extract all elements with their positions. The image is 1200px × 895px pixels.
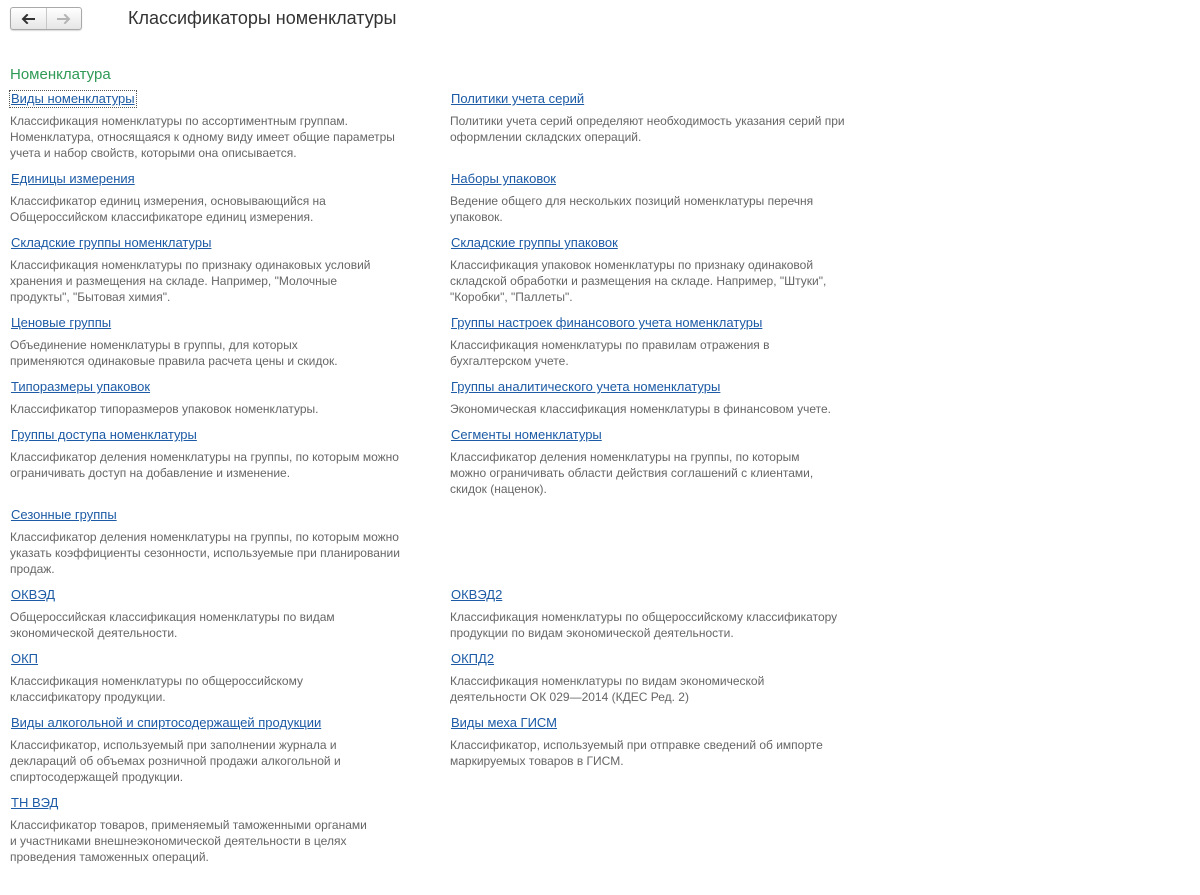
item-gruppy-analit-ucheta: [450, 378, 890, 417]
item-skladskie-gruppy-nomenklatury: [10, 234, 440, 305]
description: Классификатор деления номенклатуры на группы, по которым можно ограничивать области действия соглашений с клиентами, скидок (наценок).: [450, 450, 814, 496]
item-okpd2: [450, 650, 890, 705]
item-nabory-upakovok: [450, 170, 890, 225]
item-alko: [10, 714, 440, 785]
back-button[interactable]: [11, 8, 46, 29]
link-gruppy-nastroek-fin-ucheta[interactable]: Группы настроек финансового учета номенклатуры: [451, 315, 763, 330]
link-okp[interactable]: ОКП: [11, 651, 39, 666]
description: Экономическая классификация номенклатуры в финансовом учете.: [450, 402, 832, 416]
item-okved: [10, 586, 440, 641]
link-okved[interactable]: ОКВЭД: [11, 587, 56, 602]
description: Политики учета серий определяют необходимость указания серий при оформлении складских операций.: [450, 114, 845, 144]
link-gruppy-analit-ucheta[interactable]: Группы аналитического учета номенклатуры: [451, 379, 721, 394]
description: Классификатор типоразмеров упаковок номенклатуры.: [10, 402, 319, 416]
description: Классификация номенклатуры по общероссийскому классификатору продукции.: [10, 674, 303, 704]
item-meha-gism: [450, 714, 890, 769]
description: Классификатор товаров, применяемый таможенными органами и участниками внешнеэкономической деятельности в целях проведения таможенных операций.: [10, 818, 367, 864]
link-tn-ved[interactable]: ТН ВЭД: [11, 795, 59, 810]
link-cenovye-gruppy[interactable]: Ценовые группы: [11, 315, 112, 330]
link-nabory-upakovok[interactable]: Наборы упаковок: [451, 171, 556, 186]
description: Классификация номенклатуры по признаку одинаковых условий хранения и размещения на складе. Например, "Молочные продукты", "Бытовая химия".: [10, 258, 371, 304]
description: Классификатор, используемый при заполнении журнала и деклараций об объемах розничной продажи алкогольной и спиртосодержащей продукции.: [10, 738, 341, 784]
item-tn-ved: [10, 794, 440, 865]
description: Классификация номенклатуры по правилам отражения в бухгалтерском учете.: [450, 338, 770, 368]
description: Классификация номенклатуры по общероссийскому классификатору продукции по видам экономической деятельности.: [450, 610, 838, 640]
item-vidy-nomenklatury: [10, 90, 440, 161]
link-alko[interactable]: Виды алкогольной и спиртосодержащей продукции: [11, 715, 322, 730]
description: Классификатор единиц измерения, основывающийся на Общероссийском классификаторе единиц измерения.: [10, 194, 326, 224]
description: Объединение номенклатуры в группы, для которых применяются одинаковые правила расчета цены и скидок.: [10, 338, 338, 368]
item-sezonnye-gruppy: [10, 506, 440, 577]
item-okved2: [450, 586, 890, 641]
link-okved2[interactable]: ОКВЭД2: [451, 587, 503, 602]
description: Ведение общего для нескольких позиций номенклатуры перечня упаковок.: [450, 194, 814, 224]
description: Общероссийская классификация номенклатуры по видам экономической деятельности.: [10, 610, 335, 640]
item-cenovye-gruppy: [10, 314, 440, 369]
link-okpd2[interactable]: ОКПД2: [451, 651, 495, 666]
item-okp: [10, 650, 440, 705]
section-title: Номенклатура: [10, 66, 111, 83]
forward-button[interactable]: [46, 8, 82, 29]
link-gruppy-dostupa[interactable]: Группы доступа номенклатуры: [11, 427, 197, 442]
item-segmenty: [450, 426, 890, 497]
link-tiporazmery-upakovok[interactable]: Типоразмеры упаковок: [11, 379, 151, 394]
item-edinicy-izmereniya: [10, 170, 440, 225]
item-gruppy-nastroek-fin-ucheta: [450, 314, 890, 369]
item-politiki-ucheta-seriy: [450, 90, 890, 145]
link-meha-gism[interactable]: Виды меха ГИСМ: [451, 715, 558, 730]
arrow-right-icon: [57, 14, 71, 24]
description: Классификатор, используемый при отправке сведений об импорте маркируемых товаров в ГИСМ.: [450, 738, 823, 768]
description: Классификация номенклатуры по видам экономической деятельности ОК 029—2014 (КДЕС Ред. 2): [450, 674, 765, 704]
link-sezonnye-gruppy[interactable]: Сезонные группы: [11, 507, 117, 522]
navigation-buttons: [10, 7, 82, 30]
description: Классификация упаковок номенклатуры по признаку одинаковой складской обработки и размещения на складе. Например, "Штуки", "Коробки", "Паллеты".: [450, 258, 827, 304]
item-gruppy-dostupa: [10, 426, 440, 481]
link-edinicy-izmereniya[interactable]: Единицы измерения: [11, 171, 135, 186]
page-title: Классификаторы номенклатуры: [128, 8, 397, 28]
description: Классификатор деления номенклатуры на группы, по которым можно указать коэффициенты сезонности, используемые при планировании продаж.: [10, 530, 400, 576]
item-skladskie-gruppy-upakovok: [450, 234, 890, 305]
link-vidy-nomenklatury[interactable]: Виды номенклатуры: [11, 91, 135, 106]
arrow-left-icon: [21, 14, 35, 24]
link-skladskie-gruppy-nomenklatury[interactable]: Складские группы номенклатуры: [11, 235, 212, 250]
item-tiporazmery-upakovok: [10, 378, 440, 417]
description: Классификация номенклатуры по ассортиментным группам. Номенклатура, относящаяся к одному виду имеет общие параметры учета и набор свойств, которыми она описывается.: [10, 114, 395, 160]
link-skladskie-gruppy-upakovok[interactable]: Складские группы упаковок: [451, 235, 618, 250]
link-segmenty[interactable]: Сегменты номенклатуры: [451, 427, 602, 442]
description: Классификатор деления номенклатуры на группы, по которым можно ограничивать доступ на добавление и изменение.: [10, 450, 399, 480]
link-politiki-ucheta-seriy[interactable]: Политики учета серий: [451, 91, 585, 106]
